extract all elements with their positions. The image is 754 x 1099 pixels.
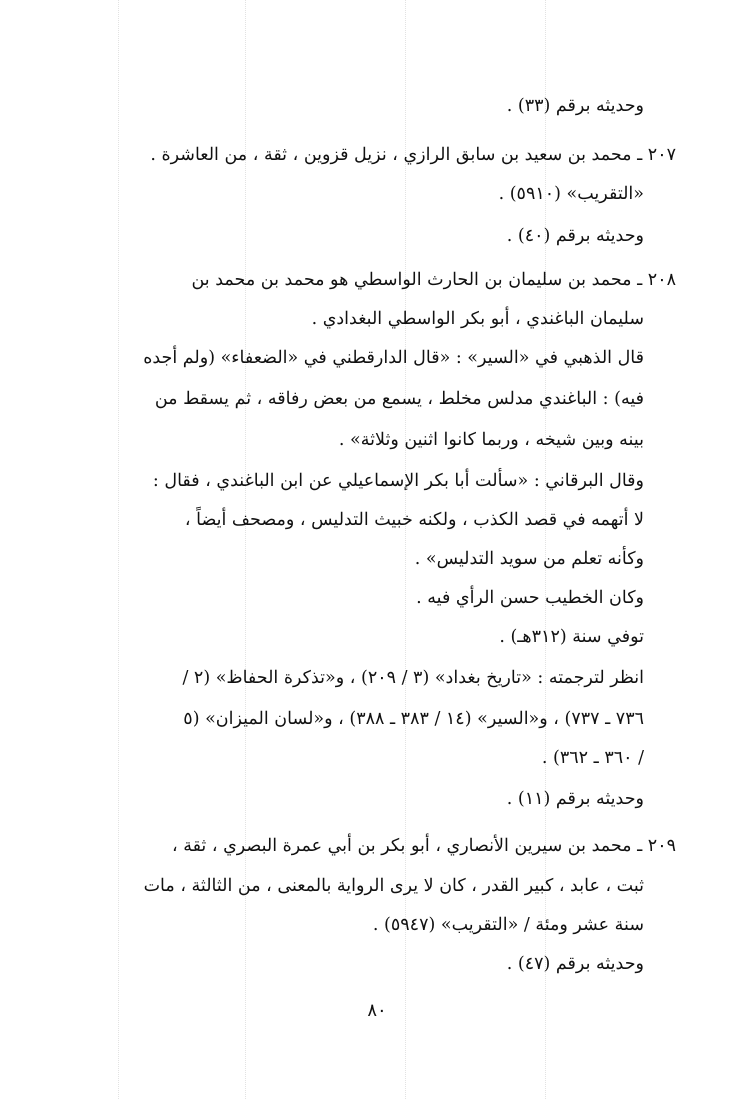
text-line: وحديثه برقم (٤٠) . bbox=[506, 226, 644, 246]
text-line: ثبت ، عابد ، كبير القدر ، كان لا يرى الرواية بالمعنى ، من الثالثة ، مات bbox=[143, 876, 644, 896]
text-line: سليمان الباغندي ، أبو بكر الواسطي البغدادي . bbox=[311, 309, 644, 329]
text-line: توفي سنة (٣١٢هـ) . bbox=[499, 627, 644, 647]
text-line: لا أتهمه في قصد الكذب ، ولكنه خبيث التدليس ، ومصحف أيضاً ، bbox=[184, 510, 644, 530]
text-line: انظر لترجمته : «تاريخ بغداد» (٣ / ٢٠٩) ، و«تذكرة الحفاظ» (٢ / bbox=[182, 668, 644, 688]
page-number: ٨٠ bbox=[367, 1000, 387, 1021]
text-line: وحديثه برقم (١١) . bbox=[506, 789, 644, 809]
text-line: وحديثه برقم (٣٣) . bbox=[506, 96, 644, 116]
entry-209-heading: ٢٠٩ ـ محمد بن سيرين الأنصاري ، أبو بكر بن أبي عمرة البصري ، ثقة ، bbox=[171, 836, 676, 856]
text-line: سنة عشر ومئة / «التقريب» (٥٩٤٧) . bbox=[372, 915, 644, 935]
text-line: / ٣٦٠ ـ ٣٦٢) . bbox=[541, 748, 644, 768]
entry-207-heading: ٢٠٧ ـ محمد بن سعيد بن سابق الرازي ، نزيل قزوين ، ثقة ، من العاشرة . bbox=[150, 145, 676, 165]
text-line: قال الذهبي في «السير» : «قال الدارقطني في «الضعفاء» (ولم أجده bbox=[143, 348, 644, 368]
text-line: وحديثه برقم (٤٧) . bbox=[506, 954, 644, 974]
text-line: ٧٣٦ ـ ٧٣٧) ، و«السير» (١٤ / ٣٨٣ ـ ٣٨٨) ، و«لسان الميزان» (٥ bbox=[183, 709, 644, 729]
text-line: وكأنه تعلم من سويد التدليس» . bbox=[414, 549, 644, 569]
text-line: وكان الخطيب حسن الرأي فيه . bbox=[416, 588, 644, 608]
text-line: «التقريب» (٥٩١٠) . bbox=[498, 184, 644, 204]
text-line: فيه) : الباغندي مدلس مخلط ، يسمع من بعض رفاقه ، ثم يسقط من bbox=[154, 389, 644, 409]
text-line: وقال البرقاني : «سألت أبا بكر الإسماعيلي عن ابن الباغندي ، فقال : bbox=[152, 471, 644, 491]
entry-208-heading: ٢٠٨ ـ محمد بن سليمان بن الحارث الواسطي هو محمد بن محمد بن bbox=[191, 270, 676, 290]
text-line: بينه وبين شيخه ، وربما كانوا اثنين وثلاثة» . bbox=[338, 430, 644, 450]
